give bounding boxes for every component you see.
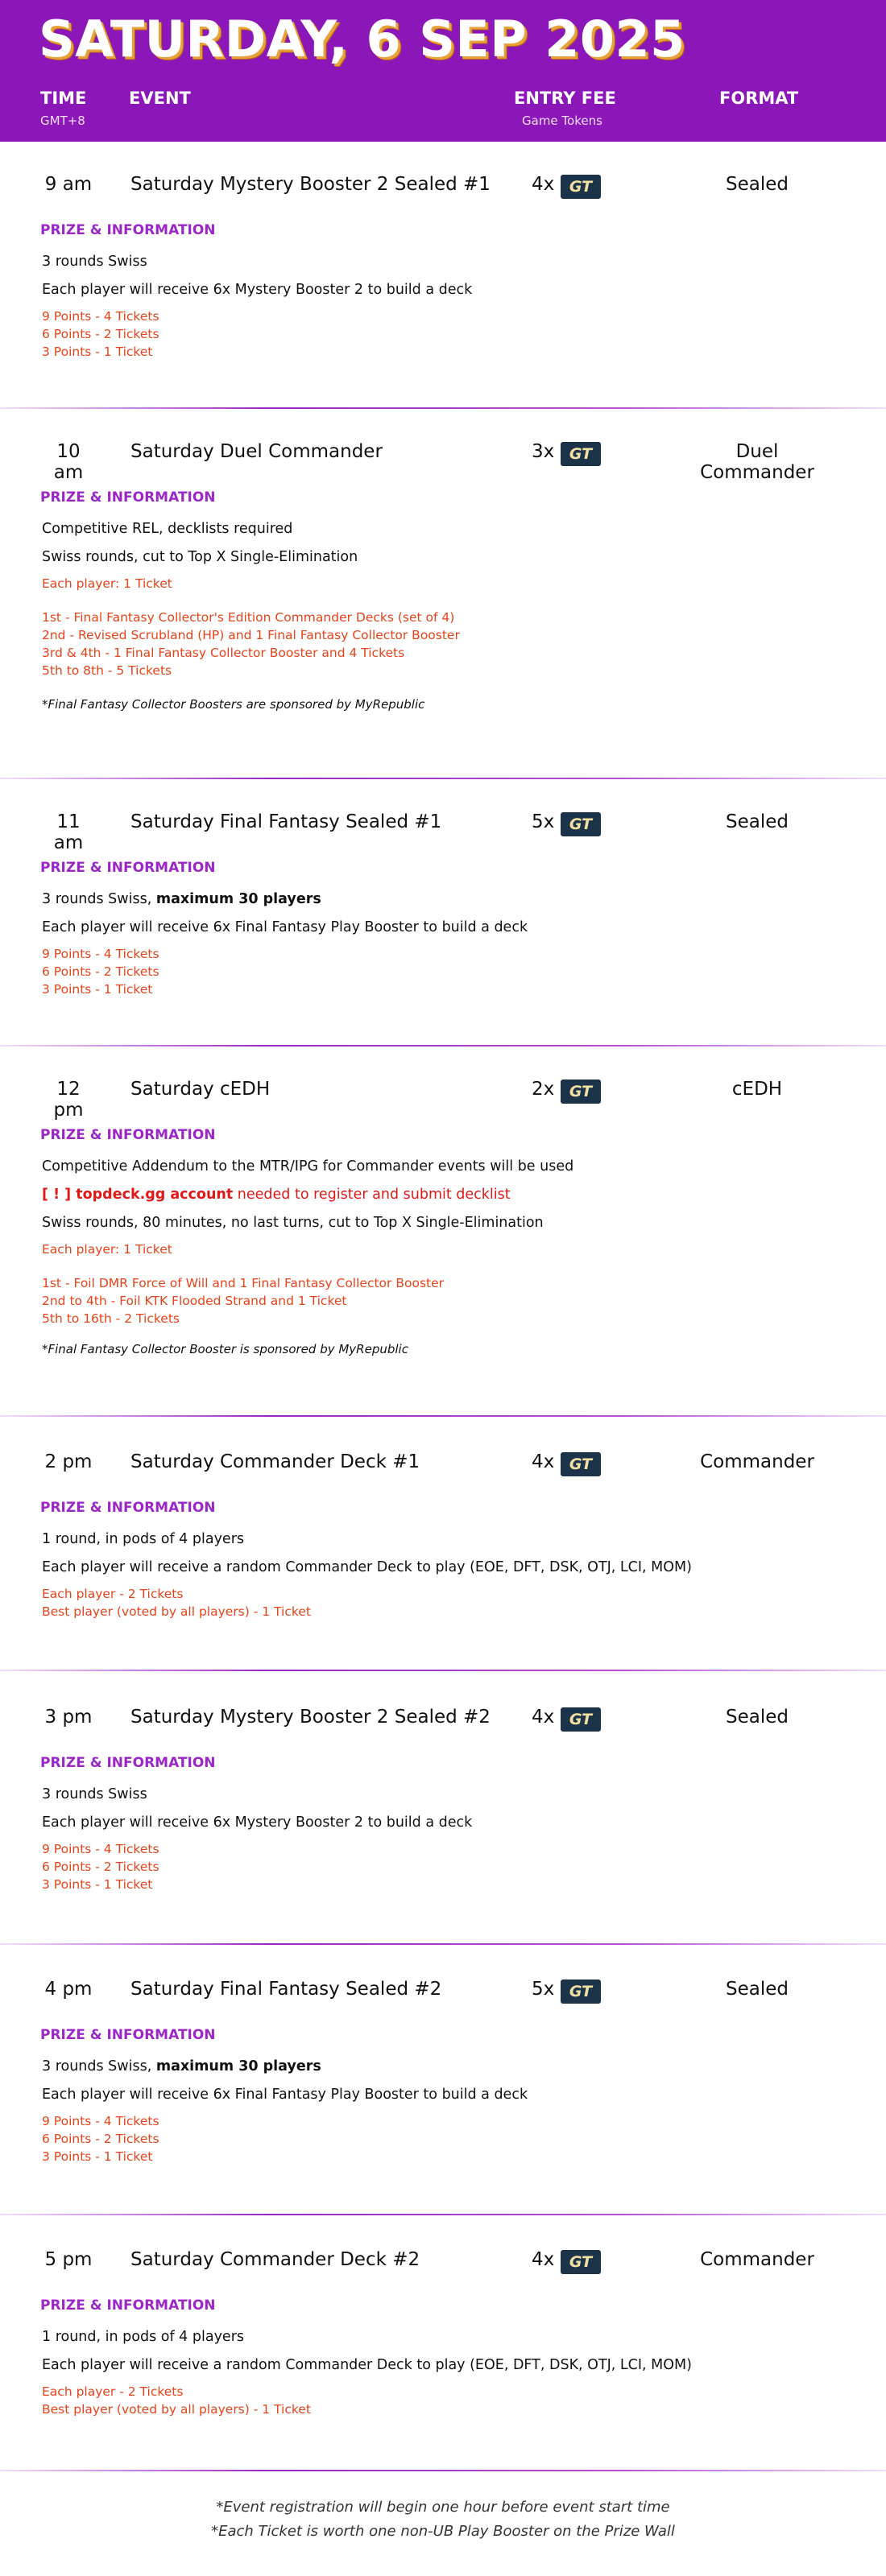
- event-info-line: Swiss rounds, 80 minutes, no last turns, cut to Top X Single-Elimination: [42, 1215, 544, 1231]
- prize-item: 1st - Foil DMR Force of Will and 1 Final Fantasy Collector Booster: [42, 1276, 445, 1290]
- prize-info-heading: PRIZE & INFORMATION: [40, 860, 216, 876]
- prize-item: 6 Points - 2 Tickets: [42, 2132, 159, 2146]
- event-name: Saturday Final Fantasy Sealed #1: [130, 811, 442, 832]
- event-time: 9 am: [44, 174, 93, 195]
- section-divider: [0, 1045, 886, 1046]
- entry-fee-count: 5x: [532, 1979, 555, 2000]
- column-time-timezone: GMT+8: [40, 114, 85, 128]
- event-time: 5 pm: [44, 2249, 93, 2270]
- entry-fee-count: 4x: [532, 2249, 555, 2270]
- ticket-value-note: *Each Ticket is worth one non-UB Play Booster on the Prize Wall: [211, 2523, 675, 2540]
- prize-list: [42, 945, 847, 998]
- prize-item: Each player - 2 Tickets: [42, 2384, 184, 2399]
- event-time: 11 am: [53, 811, 84, 853]
- prize-item: 6 Points - 2 Tickets: [42, 327, 159, 341]
- column-event-heading: EVENT: [129, 89, 191, 108]
- sponsor-note: *Final Fantasy Collector Boosters are sponsored by MyRepublic: [42, 697, 425, 712]
- event-info-line: Each player will receive a random Commander Deck to play (EOE, DFT, DSK, OTJ, LCI, MOM): [42, 1559, 692, 1575]
- event-info-line: Each player will receive 6x Final Fantasy Play Booster to build a deck: [42, 919, 528, 935]
- prize-item: 1st - Final Fantasy Collector's Edition Commander Decks (set of 4): [42, 610, 455, 625]
- column-fee-unit: Game Tokens: [522, 114, 602, 128]
- player-cap-text: maximum 30 players: [155, 2058, 321, 2074]
- event-info-line: Competitive REL, decklists required: [42, 521, 293, 537]
- prize-info-heading: PRIZE & INFORMATION: [40, 489, 216, 506]
- event-time: 12 pm: [53, 1079, 84, 1121]
- event-info-line: [42, 2056, 847, 2077]
- prize-list: [42, 2112, 847, 2165]
- player-cap-text: maximum 30 players: [155, 891, 321, 907]
- prize-info-heading: PRIZE & INFORMATION: [40, 2027, 216, 2043]
- prize-list: [42, 308, 847, 361]
- game-token-icon: GT: [561, 1707, 601, 1732]
- event-info-line: 1 round, in pods of 4 players: [42, 1531, 245, 1547]
- prize-item: 2nd - Revised Scrubland (HP) and 1 Final Fantasy Collector Booster: [42, 628, 460, 642]
- prize-list: [42, 1241, 847, 1327]
- event-info-text: 3 rounds Swiss,: [42, 891, 156, 907]
- section-divider: [0, 1415, 886, 1417]
- column-time-heading: TIME: [40, 89, 87, 108]
- decklist-warning: [42, 1184, 847, 1205]
- page-title: SATURDAY, 6 SEP 2025: [39, 10, 685, 68]
- entry-fee-count: 2x: [532, 1079, 555, 1100]
- entry-fee-count: 5x: [532, 811, 555, 832]
- section-divider: [0, 2214, 886, 2215]
- game-token-icon: GT: [561, 812, 601, 836]
- prize-item: Best player (voted by all players) - 1 Ticket: [42, 1604, 311, 1619]
- entry-fee-count: 4x: [532, 1451, 555, 1472]
- prize-item: 6 Points - 2 Tickets: [42, 1860, 159, 1874]
- warning-rest-text: needed to register and submit decklist: [233, 1187, 511, 1203]
- event-name: Saturday Mystery Booster 2 Sealed #2: [130, 1707, 491, 1728]
- event-time: 4 pm: [44, 1979, 93, 2000]
- event-format: Commander: [700, 2249, 814, 2270]
- column-fee-heading: ENTRY FEE: [514, 89, 616, 108]
- event-info-text: 3 rounds Swiss,: [42, 2058, 156, 2074]
- prize-item: 3rd & 4th - 1 Final Fantasy Collector Booster and 4 Tickets: [42, 646, 405, 660]
- entry-fee-count: 4x: [532, 174, 555, 195]
- prize-item: Each player - 2 Tickets: [42, 1587, 184, 1601]
- section-divider: [0, 778, 886, 779]
- prize-info-heading: PRIZE & INFORMATION: [40, 222, 216, 238]
- event-info-line: 1 round, in pods of 4 players: [42, 2329, 245, 2345]
- event-format: Sealed: [726, 1707, 789, 1728]
- prize-item: 2nd to 4th - Foil KTK Flooded Strand and 1 Ticket: [42, 1294, 347, 1308]
- prize-each-player: Each player: 1 Ticket: [42, 1242, 172, 1257]
- event-name: Saturday Mystery Booster 2 Sealed #1: [130, 174, 491, 195]
- section-divider: [0, 2470, 886, 2471]
- prize-item: 9 Points - 4 Tickets: [42, 2114, 159, 2128]
- prize-item: 3 Points - 1 Ticket: [42, 2149, 153, 2164]
- prize-item: 5th to 8th - 5 Tickets: [42, 663, 172, 678]
- event-format: Sealed: [726, 811, 789, 832]
- prize-item: 3 Points - 1 Ticket: [42, 345, 153, 359]
- prize-info-heading: PRIZE & INFORMATION: [40, 1755, 216, 1771]
- prize-item: 9 Points - 4 Tickets: [42, 1842, 159, 1856]
- game-token-icon: GT: [561, 1452, 601, 1476]
- entry-fee-count: 3x: [532, 441, 555, 462]
- prize-info-heading: PRIZE & INFORMATION: [40, 1127, 216, 1143]
- section-divider: [0, 1943, 886, 1945]
- event-info-line: Each player will receive 6x Final Fantasy Play Booster to build a deck: [42, 2087, 528, 2103]
- sponsor-note: *Final Fantasy Collector Booster is sponsored by MyRepublic: [42, 1342, 408, 1356]
- footer-notes: [0, 2496, 886, 2544]
- prize-item: 6 Points - 2 Tickets: [42, 964, 159, 979]
- prize-list: [42, 2383, 847, 2418]
- game-token-icon: GT: [561, 442, 601, 466]
- event-format: Sealed: [726, 174, 789, 195]
- event-name: Saturday Final Fantasy Sealed #2: [130, 1979, 442, 2000]
- entry-fee-count: 4x: [532, 1707, 555, 1728]
- event-info-line: 3 rounds Swiss: [42, 254, 147, 270]
- prize-item: Best player (voted by all players) - 1 Ticket: [42, 2402, 311, 2417]
- event-time: 3 pm: [44, 1707, 93, 1728]
- event-info-line: Each player will receive 6x Mystery Booster 2 to build a deck: [42, 282, 473, 298]
- event-info-line: Competitive Addendum to the MTR/IPG for Commander events will be used: [42, 1158, 574, 1174]
- event-info-line: Each player will receive 6x Mystery Booster 2 to build a deck: [42, 1814, 473, 1831]
- warning-account-text: [ ! ] topdeck.gg account: [42, 1187, 234, 1203]
- event-info-line: [42, 889, 847, 910]
- section-divider: [0, 1670, 886, 1671]
- event-name: Saturday Commander Deck #1: [130, 1451, 420, 1472]
- event-format: Sealed: [726, 1979, 789, 2000]
- event-time: 10 am: [53, 441, 84, 483]
- column-format-heading: FORMAT: [719, 89, 799, 108]
- registration-note: *Event registration will begin one hour before event start time: [216, 2499, 670, 2516]
- prize-item: 9 Points - 4 Tickets: [42, 947, 159, 961]
- prize-info-heading: PRIZE & INFORMATION: [40, 2297, 216, 2314]
- event-name: Saturday cEDH: [130, 1079, 271, 1100]
- section-divider: [0, 407, 886, 409]
- prize-list: [42, 1840, 847, 1893]
- event-time: 2 pm: [44, 1451, 93, 1472]
- prize-list: [42, 575, 847, 679]
- event-format: Commander: [700, 1451, 814, 1472]
- prize-list: [42, 1585, 847, 1620]
- prize-item: 9 Points - 4 Tickets: [42, 309, 159, 324]
- event-info-line: Each player will receive a random Commander Deck to play (EOE, DFT, DSK, OTJ, LCI, MOM): [42, 2357, 692, 2373]
- event-format: cEDH: [731, 1079, 783, 1100]
- prize-item: 3 Points - 1 Ticket: [42, 1877, 153, 1892]
- prize-each-player: Each player: 1 Ticket: [42, 576, 172, 591]
- prize-item: 3 Points - 1 Ticket: [42, 982, 153, 997]
- event-name: Saturday Duel Commander: [130, 441, 383, 462]
- schedule-header: [0, 0, 886, 142]
- game-token-icon: GT: [561, 1080, 601, 1104]
- event-format: Duel Commander: [700, 441, 814, 483]
- event-info-line: 3 rounds Swiss: [42, 1786, 147, 1802]
- event-info-line: Swiss rounds, cut to Top X Single-Elimination: [42, 549, 358, 565]
- game-token-icon: GT: [561, 2250, 601, 2274]
- prize-info-heading: PRIZE & INFORMATION: [40, 1500, 216, 1516]
- game-token-icon: GT: [561, 175, 601, 199]
- prize-item: 5th to 16th - 2 Tickets: [42, 1311, 180, 1326]
- game-token-icon: GT: [561, 1979, 601, 2004]
- event-name: Saturday Commander Deck #2: [130, 2249, 420, 2270]
